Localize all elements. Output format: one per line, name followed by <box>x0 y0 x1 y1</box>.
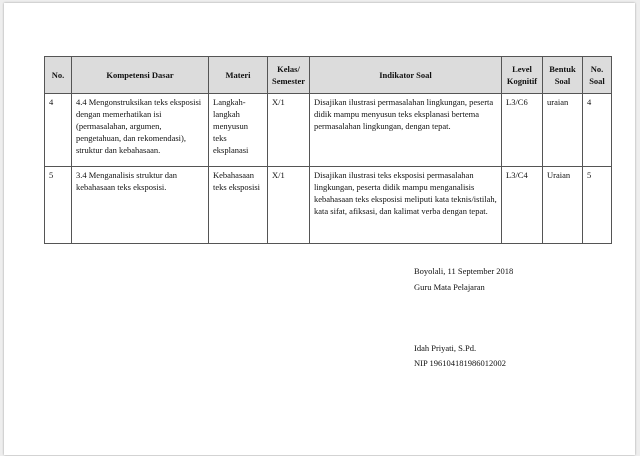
header-level-kognitif: Level Kognitif <box>502 57 543 94</box>
document-page <box>4 3 635 455</box>
cell-materi: Kebahasaan teks eksposisi <box>209 167 268 244</box>
cell-no-soal: 5 <box>583 167 612 244</box>
cell-materi: Langkah-langkah menyusun teks eksplanasi <box>209 94 268 167</box>
cell-bentuk: Uraian <box>543 167 583 244</box>
header-no-soal: No. Soal <box>583 57 612 94</box>
kisi-kisi-table <box>44 56 612 244</box>
header-kompetensi-dasar: Kompetensi Dasar <box>72 57 209 94</box>
cell-kelas: X/1 <box>268 167 310 244</box>
signature-role: Guru Mata Pelajaran <box>414 282 485 292</box>
header-bentuk-soal: Bentuk Soal <box>543 57 583 94</box>
cell-kelas: X/1 <box>268 94 310 167</box>
cell-bentuk: uraian <box>543 94 583 167</box>
cell-no: 5 <box>45 167 72 244</box>
signature-name: Idah Priyati, S.Pd. <box>414 343 477 353</box>
table-row <box>45 167 612 244</box>
cell-kompetensi: 4.4 Mengonstruksikan teks eksposisi dengan memerhatikan isi (permasalahan, argumen, pengetahuan, dan rekomendasi), struktur dan kebahasaan. <box>72 94 209 167</box>
header-kelas-semester: Kelas/ Semester <box>268 57 310 94</box>
cell-no: 4 <box>45 94 72 167</box>
signature-place-date: Boyolali, 11 September 2018 <box>414 266 514 276</box>
header-indikator-soal: Indikator Soal <box>310 57 502 94</box>
table-row <box>45 94 612 167</box>
header-no: No. <box>45 57 72 94</box>
cell-no-soal: 4 <box>583 94 612 167</box>
header-materi: Materi <box>209 57 268 94</box>
cell-indikator: Disajikan ilustrasi teks eksposisi permasalahan lingkungan, peserta didik mampu menganalisis kebahasaan teks eksposisi meliputi kata teknis/istilah, kata sifat, afiksasi, dan kalimat verba dengan tepat. <box>310 167 502 244</box>
cell-level: L3/C6 <box>502 94 543 167</box>
cell-indikator: Disajikan ilustrasi permasalahan lingkungan, peserta didik mampu menyusun teks eksplanasi bertema permasalahan lingkungan, dengan tepat. <box>310 94 502 167</box>
cell-level: L3/C4 <box>502 167 543 244</box>
cell-kompetensi: 3.4 Menganalisis struktur dan kebahasaan teks eksposisi. <box>72 167 209 244</box>
signature-nip: NIP 196104181986012002 <box>414 358 507 368</box>
table-header-row <box>45 57 612 94</box>
